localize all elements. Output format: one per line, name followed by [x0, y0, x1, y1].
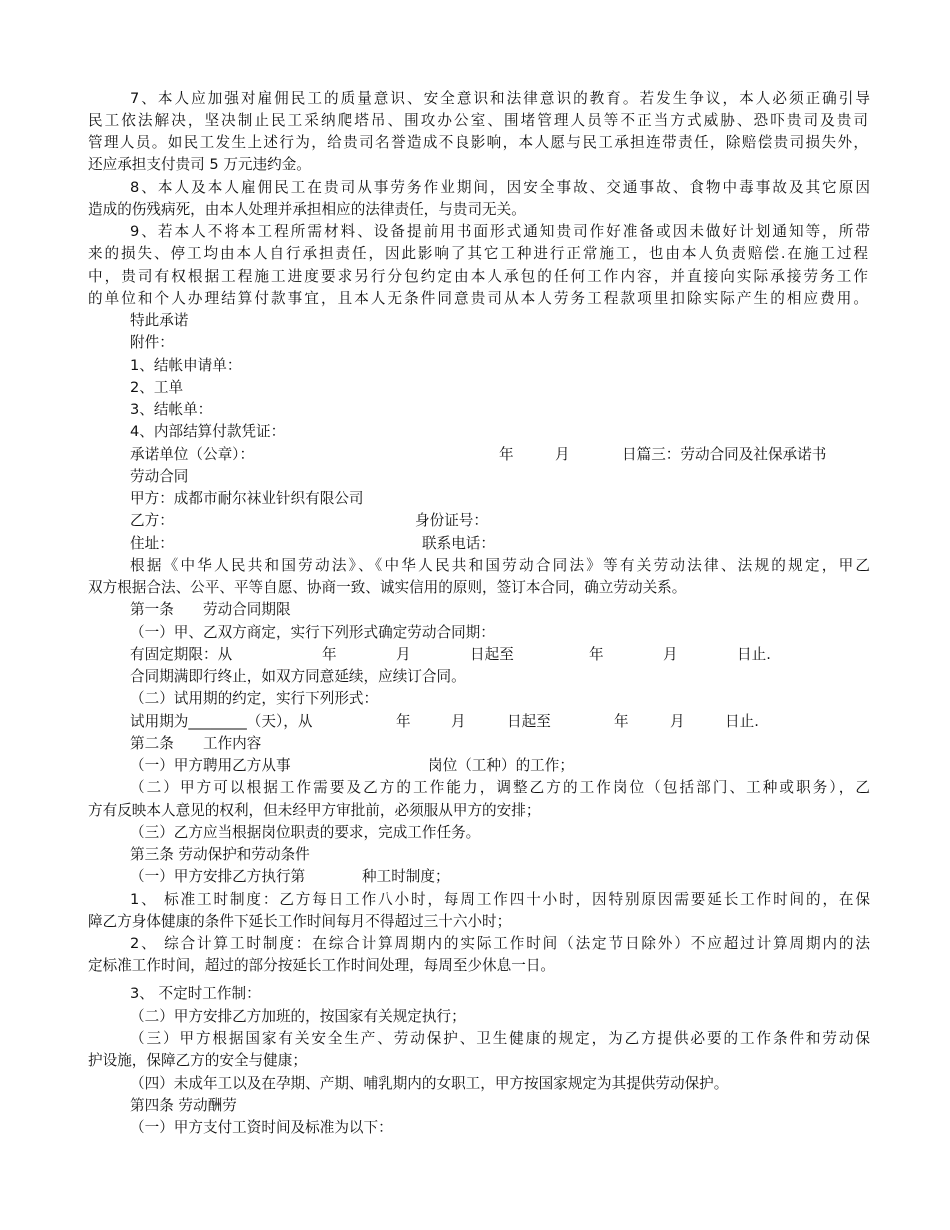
clause-7-line-4: 还应承担支付贵司 5 万元违约金。 [88, 156, 311, 173]
article-4-item-1: （一）甲方支付工资时间及标准为以下： [130, 1119, 393, 1136]
fixed-term-end-month: 月 [663, 646, 678, 663]
standard-hours-line-1: 1、 标准工时制度：乙方每日工作八小时，每周工作四十小时，因特别原因需要延长工作时间的，在保 [130, 891, 870, 908]
preamble-line-2: 双方根据合法、公平、平等自愿、协商一致、诚实信用的原则，签订本合同，确立劳动关系。 [88, 579, 687, 596]
probation-start-month: 月 [451, 713, 466, 730]
article-3-item-3-line-2: 护设施，保障乙方的安全与健康； [88, 1052, 307, 1069]
flexible-hours: 3、 不定时工作制： [130, 985, 261, 1002]
probation-period-label: 试用期为________（天），从 [130, 713, 313, 730]
attachment-item-3: 3、结帐单： [130, 401, 213, 418]
clause-9-line-4: 的单位和个人办理结算付款事宜，且本人无条件同意贵司从本人劳务工程款项里扣除实际产生的相应费用。 [88, 290, 868, 307]
fixed-term-start-year: 年 [322, 646, 337, 663]
party-b-label: 乙方： [130, 512, 174, 529]
closing-promise: 特此承诺 [130, 312, 189, 329]
fixed-term-end-year: 年 [589, 646, 604, 663]
renewal-clause: 合同期满即行终止，如双方同意延续，应续订合同。 [130, 668, 466, 685]
fixed-term-label: 有固定期限：从 [130, 646, 233, 663]
probation-start-year: 年 [396, 713, 411, 730]
probation-start-day: 日起至 [507, 713, 551, 730]
attachment-item-1: 1、结帐申请单： [130, 357, 242, 374]
article-3-item-1: （一）甲方安排乙方执行第 [130, 868, 306, 885]
clause-9-line-2: 来的损失、停工均由本人自行承担责任，因此影响了其它工种进行正常施工，也由本人负责赔偿.在施工过程 [88, 245, 868, 262]
attachment-item-2: 2、工单 [130, 379, 184, 396]
phone-label: 联系电话： [422, 535, 495, 552]
comprehensive-hours-line-1: 2、 综合计算工时制度：在综合计算周期内的实际工作时间（法定节日除外）不应超过计算周期内的法 [130, 935, 870, 952]
probation-end-day: 日止. [725, 713, 759, 730]
clause-8-line-2: 造成的伤残病死，由本人处理并承担相应的法律责任，与贵司无关。 [88, 201, 526, 218]
date-day-and-section-title: 日篇三：劳动合同及社保承诺书 [622, 446, 827, 463]
probation-end-month: 月 [670, 713, 685, 730]
position-label: 岗位（工种）的工作； [428, 757, 574, 774]
clause-9-line-3: 中，贵司有权根据工程施工进度要求另行分包约定由本人承包的任何工作内容，并直接向实际承接劳务工作 [88, 268, 868, 285]
standard-hours-line-2: 障乙方身体健康的条件下延长工作时间每月不得超过三十六小时； [88, 913, 512, 930]
fixed-term-start-day: 日起至 [470, 646, 514, 663]
article-2-item-1: （一）甲方聘用乙方从事 [130, 757, 291, 774]
article-3-heading: 第三条 劳动保护和劳动条件 [130, 846, 310, 863]
clause-7-line-1: 7、本人应加强对雇佣民工的质量意识、安全意识和法律意识的教育。若发生争议，本人必须正确引导 [130, 90, 870, 107]
contract-title: 劳动合同 [130, 468, 189, 485]
article-1-heading: 第一条 劳动合同期限 [130, 601, 291, 618]
preamble-line-1: 根据《中华人民共和国劳动法》、《中华人民共和国劳动合同法》等有关劳动法律、法规的规定，甲乙 [130, 557, 870, 574]
fixed-term-start-month: 月 [396, 646, 411, 663]
probation-heading: （二）试用期的约定，实行下列形式： [130, 690, 379, 707]
article-3-item-2: （二）甲方安排乙方加班的，按国家有关规定执行； [130, 1008, 466, 1025]
date-month-label: 月 [555, 446, 570, 463]
comprehensive-hours-line-2: 定标准工作时间，超过的部分按延长工作时间处理，每周至少休息一日。 [88, 957, 556, 974]
date-year-label: 年 [499, 446, 514, 463]
article-2-item-2-line-2: 方有反映本人意见的权利，但未经甲方审批前，必须服从甲方的安排； [88, 802, 541, 819]
address-label: 住址： [130, 535, 174, 552]
probation-end-year: 年 [614, 713, 629, 730]
id-number-label: 身份证号： [415, 512, 488, 529]
article-3-item-4: （四）未成年工以及在孕期、产期、哺乳期内的女职工，甲方按国家规定为其提供劳动保护。 [130, 1075, 729, 1092]
attachments-heading: 附件： [130, 334, 174, 351]
clause-8-line-1: 8、本人及本人雇佣民工在贵司从事劳务作业期间，因安全事故、交通事故、食物中毒事故及其它原因 [130, 179, 870, 196]
clause-7-line-2: 民工依法解决，坚决制止民工采纳爬塔吊、围攻办公室、围堵管理人员等不正当方式威胁、恐吓贵司及贵司 [88, 112, 868, 129]
attachment-item-4: 4、内部结算付款凭证： [130, 423, 286, 440]
party-a: 甲方：成都市耐尔袜业针织有限公司 [130, 490, 364, 507]
clause-9-line-1: 9、若本人不将本工程所需材料、设备提前用书面形式通知贵司作好准备或因未做好计划通知等，所带 [130, 223, 870, 240]
article-2-item-3: （三）乙方应当根据岗位职责的要求，完成工作任务。 [130, 824, 481, 841]
article-4-heading: 第四条 劳动酬劳 [130, 1097, 237, 1114]
working-hours-system-label: 种工时制度； [362, 868, 450, 885]
clause-7-line-3: 管理人员。如民工发生上述行为，给贵司名誉造成不良影响，本人愿与民工承担连带责任，除赔偿贵司损失外， [88, 134, 868, 151]
article-1-item-1: （一）甲、乙双方商定，实行下列形式确定劳动合同期： [130, 624, 495, 641]
fixed-term-end-day: 日止. [737, 646, 771, 663]
article-2-heading: 第二条 工作内容 [130, 735, 262, 752]
promisor-seal-label: 承诺单位（公章）： [130, 446, 255, 463]
article-2-item-2-line-1: （二）甲方可以根据工作需要及乙方的工作能力，调整乙方的工作岗位（包括部门、工种或职务），乙 [130, 779, 870, 796]
article-3-item-3-line-1: （三）甲方根据国家有关安全生产、劳动保护、卫生健康的规定，为乙方提供必要的工作条件和劳动保 [130, 1030, 870, 1047]
